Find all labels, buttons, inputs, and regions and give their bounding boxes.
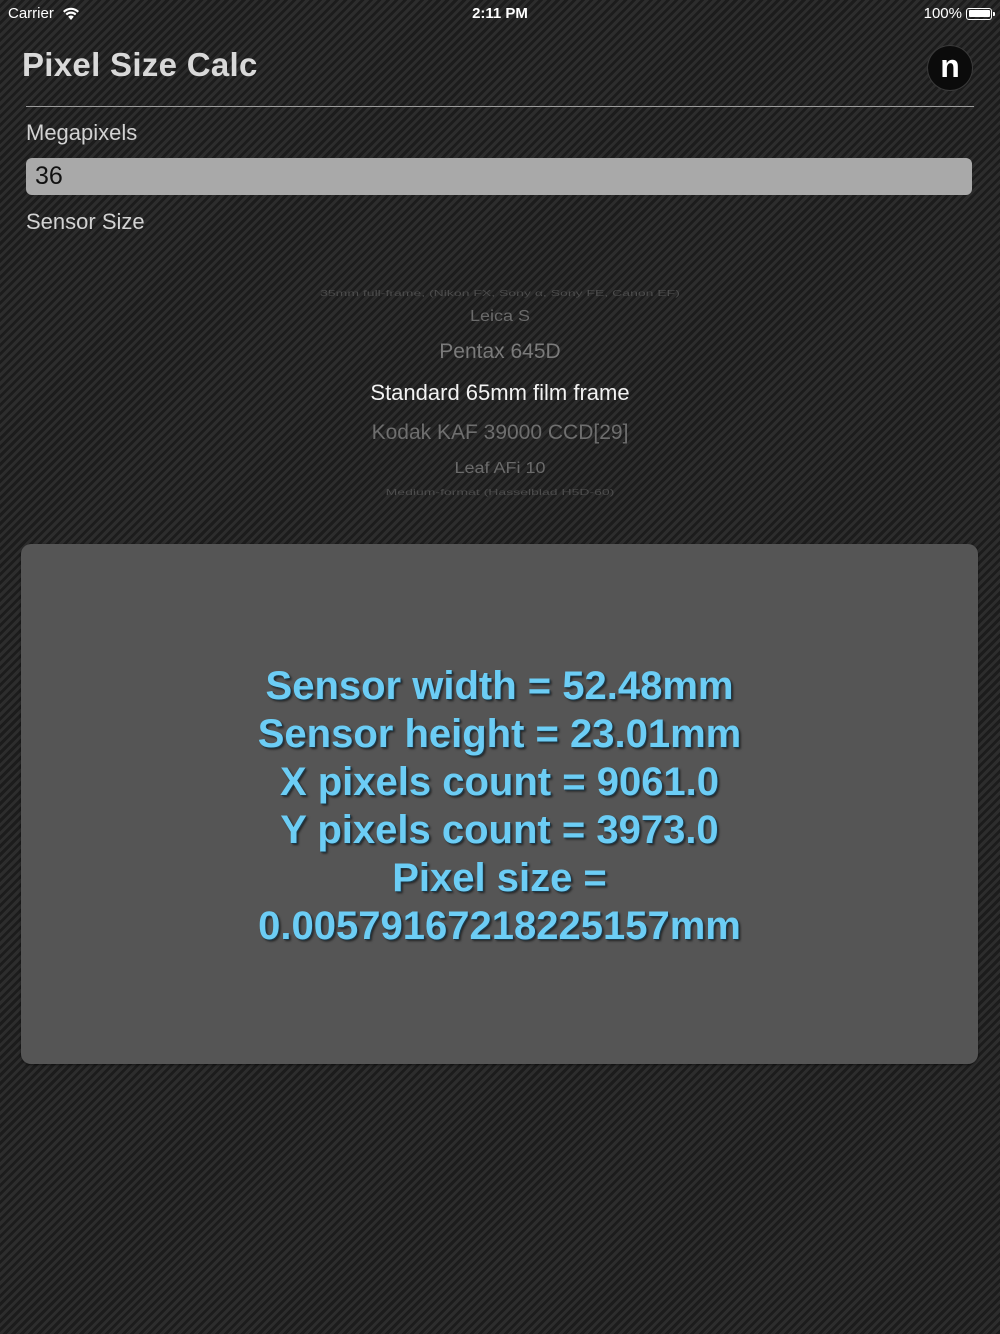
picker-option[interactable]: Medium-format (Hasselblad H5D-60)	[385, 487, 615, 497]
picker-option[interactable]: Leica S	[469, 307, 531, 325]
status-right	[924, 5, 992, 22]
app-title: Pixel Size Calc	[22, 46, 258, 83]
y-pixels-result: Y pixels count = 3973.0	[280, 808, 719, 852]
sensor-height-result: Sensor height = 23.01mm	[257, 712, 742, 756]
megapixels-input[interactable]	[26, 158, 972, 195]
pixel-size-label: Pixel size =	[392, 856, 607, 900]
status-bar	[0, 0, 1000, 28]
sensor-size-label: Sensor Size	[26, 209, 145, 234]
picker-option[interactable]: 35mm full-frame, (Nikon FX, Sony α, Sony FE, Canon EF)	[320, 288, 680, 298]
carrier-label: Carrier	[8, 5, 54, 22]
result-panel	[21, 544, 978, 1064]
picker-option[interactable]: Pentax 645D	[439, 340, 561, 363]
status-time: 2:11 PM	[472, 5, 528, 22]
result-text	[21, 662, 978, 950]
battery-icon	[966, 8, 992, 20]
app-logo-icon[interactable]: n	[928, 46, 972, 90]
header-divider	[26, 106, 974, 107]
picker-option[interactable]: Leaf AFi 10	[454, 459, 546, 477]
picker-option[interactable]: Kodak KAF 39000 CCD[29]	[371, 421, 629, 444]
x-pixels-result: X pixels count = 9061.0	[279, 760, 720, 804]
megapixels-label: Megapixels	[26, 120, 138, 145]
picker-option-selected[interactable]: Standard 65mm film frame	[370, 380, 630, 405]
sensor-size-picker[interactable]	[0, 270, 1000, 520]
pixel-size-value: 0.0057916721822515​7mm	[258, 904, 741, 948]
sensor-width-result: Sensor width = 52.48mm	[265, 664, 734, 708]
battery-percent: 100%	[923, 5, 962, 22]
